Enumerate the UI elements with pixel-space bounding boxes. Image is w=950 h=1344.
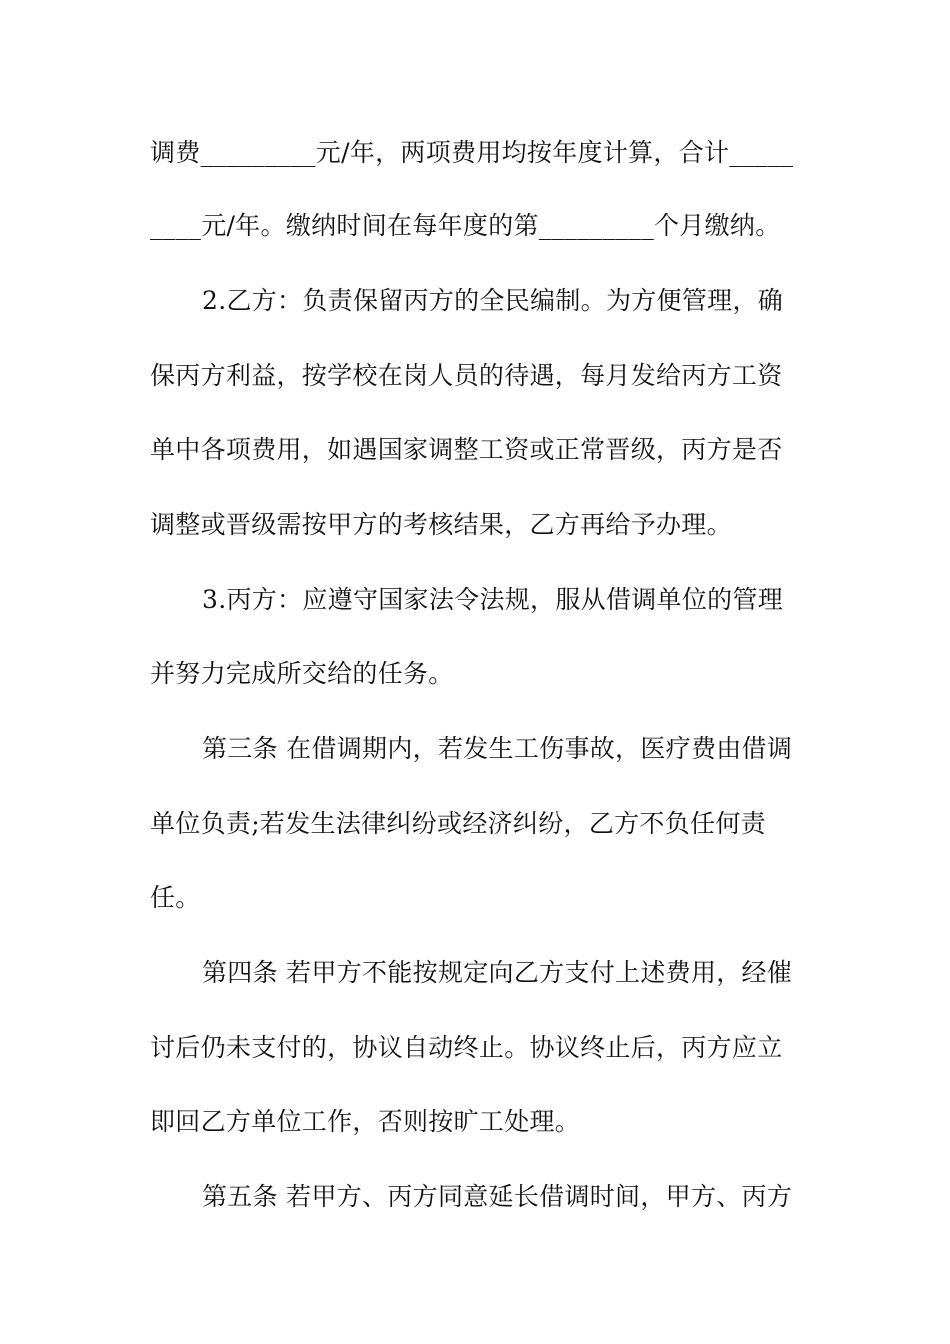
text-line: 调费_________元/年，两项费用均按年度计算，合计_____ bbox=[150, 138, 794, 167]
text-line: 3.丙方：应遵守国家法令法规，服从借调单位的管理 bbox=[202, 585, 784, 614]
text-line: 即回乙方单位工作，否则按旷工处理。 bbox=[150, 1107, 581, 1136]
text-line: 保丙方利益，按学校在岗人员的待遇，每月发给丙方工资 bbox=[150, 361, 783, 390]
text-line: 第四条 若甲方不能按规定向乙方支付上述费用，经催 bbox=[202, 958, 793, 987]
text-line: 调整或晋级需按甲方的考核结果，乙方再给予办理。 bbox=[150, 510, 732, 539]
text-line: 2.乙方：负责保留丙方的全民编制。为方便管理，确 bbox=[202, 286, 784, 315]
text-line: ____元/年。缴纳时间在每年度的第_________个月缴纳。 bbox=[150, 211, 781, 240]
text-line: 讨后仍未支付的，协议自动终止。协议终止后，丙方应立 bbox=[150, 1033, 783, 1062]
text-line: 单中各项费用，如遇国家调整工资或正常晋级，丙方是否 bbox=[150, 435, 783, 464]
text-line: 第三条 在借调期内，若发生工伤事故，医疗费由借调 bbox=[202, 734, 793, 763]
text-line: 第五条 若甲方、丙方同意延长借调时间，甲方、丙方 bbox=[202, 1182, 793, 1211]
text-line: 任。 bbox=[150, 883, 201, 912]
text-line: 单位负责;若发生法律纠纷或经济纠纷，乙方不负任何责 bbox=[150, 809, 766, 838]
text-line: 并努力完成所交给的任务。 bbox=[150, 659, 454, 688]
